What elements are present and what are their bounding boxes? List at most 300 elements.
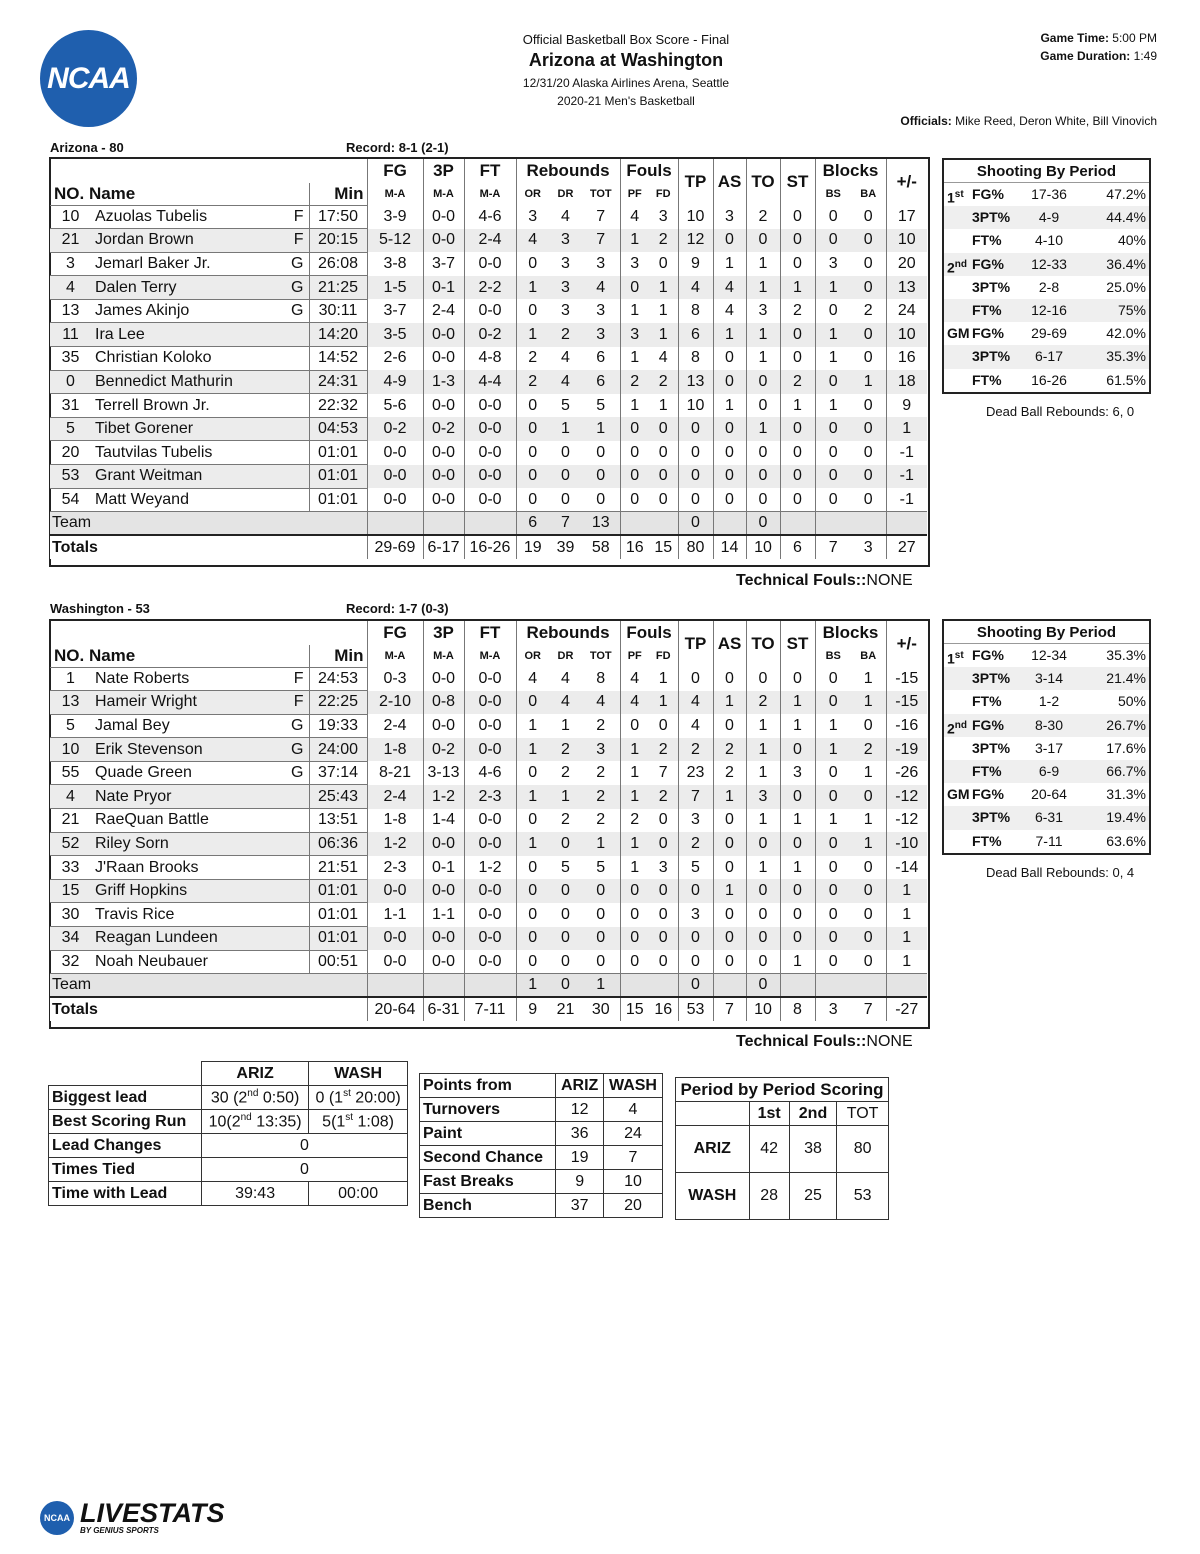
washington-team-head: [50, 601, 449, 616]
stat-cell: 0-0: [367, 488, 423, 512]
shooting-row: GM FG% 29-69 42.0%: [947, 325, 1146, 342]
stat-cell: 0: [620, 441, 649, 465]
stat-cell: 4-4: [464, 370, 516, 394]
stat-cell: 3: [620, 323, 649, 347]
player-min: 24:31: [309, 370, 367, 394]
total-cell: 80: [678, 535, 713, 559]
stat-cell: 4-6: [464, 205, 516, 229]
col-st: ST: [780, 159, 815, 205]
stat-cell: 0: [620, 276, 649, 300]
livestats-brand: LIVESTATS: [80, 1498, 225, 1528]
stat-cell: -14: [886, 856, 927, 880]
washington-dead-ball-rebounds: Dead Ball Rebounds: 0, 4: [986, 865, 1135, 880]
total-cell: 16-26: [464, 535, 516, 559]
stat-cell: 0-0: [423, 323, 464, 347]
stat-cell: 17: [886, 205, 927, 229]
stat-cell: 1: [713, 691, 746, 715]
stat-cell: 0: [620, 950, 649, 974]
points-from-row: Fast Breaks 9 10: [420, 1170, 663, 1194]
total-cell: 7: [815, 535, 851, 559]
stat-cell: 3: [658, 207, 668, 225]
player-name: Grant Weitman: [91, 465, 309, 489]
stat-cell: 0: [582, 927, 620, 951]
stat-cell: 0-0: [367, 441, 423, 465]
stat-cell: 0-8: [423, 691, 464, 715]
stat-cell: 1: [863, 811, 873, 829]
stat-cell: 1-3: [423, 370, 464, 394]
stat-cell: 0: [516, 465, 549, 489]
stat-cell: 0: [780, 927, 815, 951]
stat-cell: 3-5: [367, 323, 423, 347]
stat-cell: 0: [851, 276, 886, 300]
stat-cell: 1: [516, 738, 549, 762]
stat-cell: 1: [582, 417, 620, 441]
stat-cell: 0: [746, 667, 780, 691]
stat-cell: 1: [620, 761, 649, 785]
duration-label: Game Duration:: [1040, 49, 1131, 63]
stat-cell: 3-7: [367, 299, 423, 323]
stat-cell: 5: [561, 858, 570, 876]
stat-cell: 0: [561, 905, 570, 923]
stat-cell: 1: [620, 347, 649, 371]
shooting-row: 1st FG% 12-34 35.3%: [947, 647, 1146, 667]
stat-cell: 0: [561, 952, 570, 970]
player-min: 01:01: [309, 441, 367, 465]
stat-cell: 0: [678, 465, 713, 489]
stat-cell: 0: [863, 716, 873, 734]
stat-cell: 0: [658, 443, 668, 461]
stat-cell: -1: [886, 441, 927, 465]
total-cell: 15: [649, 535, 678, 559]
stat-cell: 0: [746, 488, 780, 512]
stat-cell: 9: [886, 394, 927, 418]
stat-cell: 0: [516, 299, 549, 323]
stat-cell: -1: [886, 465, 927, 489]
col-no-name: NO. Name: [54, 183, 136, 203]
stat-cell: 0: [713, 417, 746, 441]
stat-cell: 1: [746, 347, 780, 371]
stat-cell: 2: [746, 691, 780, 715]
stat-cell: 8: [596, 669, 606, 687]
stat-cell: 4: [561, 669, 570, 687]
player-number: 21: [50, 809, 91, 833]
col-fg: FG: [367, 621, 423, 645]
player-number: 30: [50, 903, 91, 927]
season-line: 2020-21 Men's Basketball: [557, 94, 695, 108]
stat-cell: 0: [815, 441, 851, 465]
stat-cell: 1: [780, 691, 815, 715]
stat-cell: 1: [780, 276, 815, 300]
stat-cell: 0-3: [367, 667, 423, 691]
stat-cell: 0: [713, 950, 746, 974]
stat-cell: 0: [815, 903, 851, 927]
stat-cell: 1: [746, 761, 780, 785]
player-number: 34: [50, 927, 91, 951]
stat-cell: 0: [620, 714, 649, 738]
col-fouls: Fouls: [620, 621, 678, 645]
stat-cell: 0: [620, 927, 649, 951]
stat-cell: 10: [678, 205, 713, 229]
stat-cell: 0-2: [464, 323, 516, 347]
stat-cell: 4: [678, 714, 713, 738]
doc-title: Official Basketball Box Score - Final: [522, 32, 730, 47]
col-min: Min: [309, 645, 367, 667]
stat-cell: 1: [886, 417, 927, 441]
stat-cell: -19: [886, 738, 927, 762]
stat-cell: 0: [516, 950, 549, 974]
stat-cell: 0: [549, 927, 582, 951]
player-row: [50, 950, 927, 974]
stat-cell: 0: [815, 488, 851, 512]
stat-cell: 1: [713, 323, 746, 347]
ncaa-footer-badge: NCAA: [40, 1501, 74, 1535]
player-number: 21: [50, 229, 91, 253]
stat-cell: 0: [658, 716, 668, 734]
stat-cell: 0: [815, 856, 851, 880]
stat-cell: 4: [620, 667, 649, 691]
total-cell: 8: [780, 997, 815, 1021]
stat-cell: 0: [516, 252, 549, 276]
stat-cell: 0: [713, 856, 746, 880]
stat-cell: 2: [713, 738, 746, 762]
player-name: G Jemarl Baker Jr.: [91, 252, 309, 276]
stat-cell: 0-0: [464, 417, 516, 441]
stat-cell: 0: [713, 927, 746, 951]
stat-cell: 0: [713, 229, 746, 253]
col-3p: 3P: [423, 159, 464, 183]
ncaa-logo: NCAA: [40, 30, 137, 127]
stat-cell: 0: [863, 905, 873, 923]
stat-cell: 1-4: [423, 809, 464, 833]
stat-cell: 4: [678, 276, 713, 300]
player-min: 01:01: [309, 903, 367, 927]
arizona-shooting-by-period: [942, 158, 1151, 394]
shooting-row: FT% 4-10 40%: [972, 232, 1146, 249]
stat-cell: 0: [649, 465, 678, 489]
stat-cell: 0: [516, 809, 549, 833]
stat-cell: 0: [815, 667, 851, 691]
total-cell: 16: [649, 997, 678, 1021]
lead-changes-value: 0: [202, 1134, 408, 1158]
stat-cell: 1: [886, 879, 927, 903]
stat-cell: 5: [678, 856, 713, 880]
stat-cell: 1: [516, 276, 549, 300]
player-row: [50, 441, 927, 465]
stat-cell: 0-0: [464, 691, 516, 715]
col-fg: FG: [367, 159, 423, 183]
stat-cell: 1: [620, 394, 649, 418]
stat-cell: 0: [815, 691, 851, 715]
stat-cell: 2: [678, 832, 713, 856]
stat-cell: 0: [815, 832, 851, 856]
col-ft: FT: [464, 621, 516, 645]
col-plus-minus: +/-: [886, 621, 927, 667]
stat-cell: 0-2: [367, 417, 423, 441]
player-min: 06:36: [309, 832, 367, 856]
team-row: Team 6 7 13 0 0: [50, 512, 927, 536]
stat-cell: 0: [678, 927, 713, 951]
stat-cell: 3-9: [367, 205, 423, 229]
player-min: 19:33: [309, 714, 367, 738]
stat-cell: 0: [815, 465, 851, 489]
stat-cell: 1: [746, 809, 780, 833]
stat-cell: 1: [863, 764, 873, 782]
total-cell: 7: [713, 997, 746, 1021]
player-name: F Azuolas Tubelis: [91, 205, 309, 229]
stat-cell: 0: [780, 441, 815, 465]
player-min: 01:01: [309, 488, 367, 512]
stat-cell: 1: [549, 417, 582, 441]
stat-cell: 0-0: [423, 205, 464, 229]
player-row: [50, 252, 927, 276]
arizona-box-score: FG 3P FT Rebounds Fouls TP AS TO ST Blocks +/- NO. Name Min M-A M-A M-A OR DR TOT PF FD BS BA 10 F Azuolas Tubelis 17:50 3-9 0-0 4-6 3 4 7 4 3 10 3 2 0 0 0 17 21 F Jordan Brown 20:15 5-12 0-0 2-4 4 3 7 1 2 12 0 0 0 0 0 10 3 G Jemarl Baker Jr. 26:08 3-8 3-7 0-0 0 3 3 3 0 9 1 1 0 3 0 20 4 G Dalen Terry 21:25 1-5 0-1 2-2 1 3 4 0 1 4 4 1 1 1 0 13 13 G James Akinjo 30:11 3-7 2-4 0-0 0 3 3 1 1 8 4 3 2 0 2 24 11 Ira Lee 14:20 3-5 0-0 0-2 1 2 3 3 1 6 1 1 0 1 0 10 35 Christian Koloko 14:52 2-6 0-0 4-8 2 4 6 1 4 8 0 1 0 1 0 16 0 Bennedict Mathurin 24:31 4-9 1-3 4-4 2 4 6 2 2 13 0 0 2 0 1 18 31 Terrell Brown Jr. 22:32 5-6 0-0 0-0 0 5 5 1 1 10 1 0 1 1 0 9 5 Tibet Gorener 04:53 0-2 0-2 0-0 0 1 1 0 0 0 0 1 0 0 0 1 20 Tautvilas Tubelis 01:01 0-0 0-0 0-0 0 0 0 0 0 0 0 0 0 0 0 -1 53 Grant Weitman 01:01 0-0 0-0 0-0 0 0 0 0 0 0 0 0 0 0 0 -1 54 Matt Weyand 01:01 0-0 0-0 0-0 0 0 0 0 0 0 0 0 0 0 0 -1 Team 6 7 13 0 0 Totals 29-69 6-17 16-26 19 39 58 16 15 80 14 10 6 7 3 27: [50, 159, 927, 559]
stat-cell: 1-8: [367, 809, 423, 833]
stat-cell: 0: [649, 879, 678, 903]
stat-cell: 1: [658, 669, 668, 687]
player-row: [50, 488, 927, 512]
total-cell: 27: [886, 535, 927, 559]
stat-cell: 1: [815, 394, 851, 418]
total-cell: 39: [549, 535, 582, 559]
stat-cell: 0-1: [423, 276, 464, 300]
player-min: 00:51: [309, 950, 367, 974]
stat-cell: 1: [561, 716, 570, 734]
player-row: [50, 761, 927, 785]
player-min: 13:51: [309, 809, 367, 833]
stat-cell: 0-0: [464, 441, 516, 465]
period-row: ARIZ 42 38 80: [676, 1126, 889, 1173]
stat-cell: 0: [658, 905, 668, 923]
player-name: G Dalen Terry: [91, 276, 309, 300]
stat-cell: 0-2: [423, 738, 464, 762]
stat-cell: 3-8: [367, 252, 423, 276]
stat-cell: 0-0: [464, 903, 516, 927]
stat-cell: 1: [780, 856, 815, 880]
stat-cell: 0: [549, 465, 582, 489]
total-cell: 21: [549, 997, 582, 1021]
stat-cell: 0-0: [464, 252, 516, 276]
stat-cell: 4: [516, 229, 549, 253]
player-row: [50, 691, 927, 715]
shooting-row: FT% 16-26 61.5%: [972, 371, 1146, 388]
stat-cell: 23: [678, 761, 713, 785]
summary-col-wash: WASH: [309, 1062, 408, 1086]
stat-cell: 0: [746, 927, 780, 951]
stat-cell: 2: [620, 370, 649, 394]
stat-cell: 0: [549, 832, 582, 856]
stat-cell: 3: [678, 903, 713, 927]
game-summary-table: [48, 1061, 408, 1206]
stat-cell: 2-3: [367, 856, 423, 880]
stat-cell: 0-0: [367, 950, 423, 974]
stat-cell: 0: [815, 229, 851, 253]
stat-cell: 1: [815, 276, 851, 300]
points-from-row: Bench 37 20: [420, 1194, 663, 1218]
player-name: Travis Rice: [91, 903, 309, 927]
stat-cell: 3: [582, 323, 620, 347]
stat-cell: 5-12: [367, 229, 423, 253]
stat-cell: 5: [596, 396, 606, 414]
stat-cell: 0: [516, 394, 549, 418]
stat-cell: 0: [713, 903, 746, 927]
stat-cell: 2: [713, 761, 746, 785]
stat-cell: 0: [863, 490, 873, 508]
washington-shooting-by-period: [942, 619, 1151, 855]
player-number: 0: [50, 370, 91, 394]
stat-cell: 0: [649, 832, 678, 856]
total-cell: 30: [582, 997, 620, 1021]
stat-cell: 1: [815, 809, 851, 833]
player-row: [50, 809, 927, 833]
stat-cell: 1: [658, 302, 668, 320]
stat-cell: 0: [851, 785, 886, 809]
stat-cell: 0: [516, 879, 549, 903]
stat-cell: 3: [658, 858, 668, 876]
stat-cell: -10: [886, 832, 927, 856]
stat-cell: 12: [678, 229, 713, 253]
player-min: 22:32: [309, 394, 367, 418]
player-position: G: [291, 254, 304, 272]
stat-cell: 4-6: [464, 761, 516, 785]
shooting-row: 3PT% 3-17 17.6%: [972, 739, 1146, 756]
stat-cell: 2: [851, 738, 886, 762]
stat-cell: 0: [549, 879, 582, 903]
stat-cell: 3: [620, 252, 649, 276]
livestats-logo: [40, 1500, 225, 1535]
stat-cell: 2: [596, 811, 606, 829]
player-number: 35: [50, 347, 91, 371]
stat-cell: 1: [746, 276, 780, 300]
best-run-ariz: 10(2nd 13:35): [202, 1110, 309, 1134]
stat-cell: 0-0: [423, 465, 464, 489]
stat-cell: 0: [713, 441, 746, 465]
stat-cell: 1: [886, 927, 927, 951]
stat-cell: 0: [863, 207, 873, 225]
col-3p: 3P: [423, 621, 464, 645]
stat-cell: 0-0: [367, 879, 423, 903]
total-cell: 19: [516, 535, 549, 559]
player-min: 04:53: [309, 417, 367, 441]
player-min: 21:25: [309, 276, 367, 300]
stat-cell: 1: [746, 856, 780, 880]
player-number: 10: [50, 205, 91, 229]
stat-cell: 0: [815, 927, 851, 951]
total-cell: -27: [886, 997, 927, 1021]
stat-cell: 2: [549, 323, 582, 347]
stat-cell: 3: [561, 254, 570, 272]
col-rebounds: Rebounds: [516, 159, 620, 183]
stat-cell: 1: [780, 394, 815, 418]
stat-cell: 4: [582, 691, 620, 715]
stat-cell: 0: [815, 761, 851, 785]
stat-cell: 0: [516, 927, 549, 951]
stat-cell: 3-13: [423, 761, 464, 785]
stat-cell: 0: [815, 205, 851, 229]
matchup-title: Arizona at Washington: [528, 50, 724, 70]
stat-cell: 16: [886, 347, 927, 371]
col-plus-minus: +/-: [886, 159, 927, 205]
player-number: 3: [50, 252, 91, 276]
shooting-title: Shooting By Period: [944, 160, 1149, 183]
arizona-record: Record: 8-1 (2-1): [346, 140, 449, 155]
stat-cell: 0-0: [464, 299, 516, 323]
stat-cell: 4: [658, 349, 668, 367]
player-position: F: [293, 693, 304, 711]
player-min: 22:25: [309, 691, 367, 715]
player-row: [50, 879, 927, 903]
stat-cell: -12: [886, 809, 927, 833]
stat-cell: 6: [596, 349, 606, 367]
stat-cell: 0-0: [464, 667, 516, 691]
player-min: 01:01: [309, 465, 367, 489]
best-run-wash: 5(1st 1:08): [309, 1110, 408, 1134]
stat-cell: 1-2: [367, 832, 423, 856]
stat-cell: 7: [596, 207, 606, 225]
shooting-row: 3PT% 2-8 25.0%: [972, 278, 1146, 295]
stat-cell: 0: [658, 952, 668, 970]
shooting-row: GM FG% 20-64 31.3%: [947, 786, 1146, 803]
player-number: 5: [50, 714, 91, 738]
stat-cell: 2: [746, 205, 780, 229]
stat-cell: 1-1: [367, 903, 423, 927]
player-number: 31: [50, 394, 91, 418]
player-min: 20:15: [309, 229, 367, 253]
total-cell: 6-31: [423, 997, 464, 1021]
stat-cell: 0: [863, 396, 873, 414]
total-cell: 9: [516, 997, 549, 1021]
stat-cell: 1: [549, 785, 582, 809]
player-min: 14:20: [309, 323, 367, 347]
stat-cell: 0-0: [367, 927, 423, 951]
stat-cell: 8: [678, 347, 713, 371]
player-name: Tibet Gorener: [91, 417, 309, 441]
player-name: Bennedict Mathurin: [91, 370, 309, 394]
stat-cell: -15: [886, 691, 927, 715]
player-number: 55: [50, 761, 91, 785]
stat-cell: -26: [886, 761, 927, 785]
washington-title: Washington - 53: [50, 601, 150, 616]
total-cell: 53: [678, 997, 713, 1021]
stat-cell: 4: [678, 691, 713, 715]
biggest-lead-wash: 0 (1st 20:00): [309, 1086, 408, 1110]
player-row: [50, 229, 927, 253]
stat-cell: 1: [658, 396, 668, 414]
stat-cell: 0-0: [464, 738, 516, 762]
stat-cell: 3: [549, 229, 582, 253]
time-with-lead-label: Time with Lead: [49, 1182, 202, 1206]
stat-cell: 0: [851, 879, 886, 903]
shooting-row: FT% 7-11 63.6%: [972, 832, 1146, 849]
player-name: G Erik Stevenson: [91, 738, 309, 762]
player-row: [50, 785, 927, 809]
shooting-row: 2nd FG% 8-30 26.7%: [944, 714, 1149, 737]
player-number: 5: [50, 417, 91, 441]
stat-cell: 1: [620, 229, 649, 253]
livestats-sub: BY GENIUS SPORTS: [80, 1526, 159, 1535]
stat-cell: 0: [620, 903, 649, 927]
player-row: [50, 323, 927, 347]
player-row: [50, 903, 927, 927]
stat-cell: -16: [886, 714, 927, 738]
player-number: 11: [50, 323, 91, 347]
stat-cell: 0: [582, 879, 620, 903]
stat-cell: 5: [596, 858, 606, 876]
stat-cell: 1: [713, 879, 746, 903]
stat-cell: 2: [649, 229, 678, 253]
player-name: G Jamal Bey: [91, 714, 309, 738]
stat-cell: 1: [815, 738, 851, 762]
col-ft: FT: [464, 159, 516, 183]
